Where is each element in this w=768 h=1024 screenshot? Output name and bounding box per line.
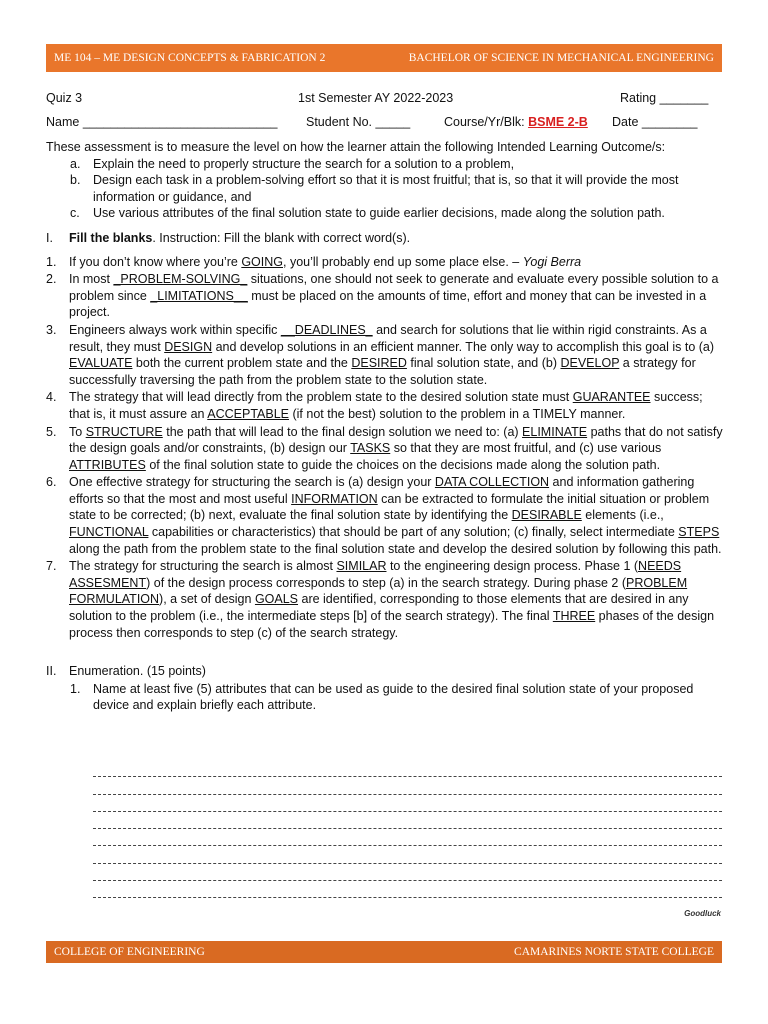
header-band	[46, 44, 722, 72]
answer: __DEADLINES_	[280, 322, 373, 337]
footer-band	[46, 941, 722, 963]
answer: STRUCTURE	[85, 424, 163, 439]
answer-line[interactable]	[93, 881, 722, 898]
rating-field: Rating _______	[620, 91, 709, 105]
answer: STEPS	[678, 525, 720, 540]
question-marker: 1.	[70, 681, 81, 696]
quote-author: Yogi Berra	[522, 254, 582, 269]
name-field: Name ____________________________	[46, 115, 278, 129]
outcome-marker: b.	[70, 173, 81, 188]
program-title: BACHELOR OF SCIENCE IN MECHANICAL ENGINEERING	[408, 52, 714, 64]
answer: _LIMITATIONS__	[150, 288, 248, 303]
answer: THREE	[552, 609, 596, 624]
answer: _PROBLEM-SOLVING_	[113, 272, 248, 287]
question-4: 4. The strategy that will lead directly from the problem state to the desired solution state must GUARANTEE success; that is, it must assure an ACCEPTABLE (if not the best) solution to the problem in a TIMELY manner.	[46, 390, 703, 421]
answer: NEEDS ASSESMENT	[69, 559, 682, 590]
answer: FUNCTIONAL	[69, 525, 149, 540]
question-6: 6. One effective strategy for structuring the search is (a) design your DATA COLLECTION and information gathering efforts so that the most and most useful INFORMATION can be extracted to formulate the initial situation or problem state to be corrected; (b) next, evaluate the final solution state by identifying the DESIRABLE elements (i.e., FUNCTIONAL capabilities or characteristics) that should be part of any solution; (c) finally, select intermediate STEPS along the path from the problem state to the final solution state and develop the desired solution by following this path.	[46, 475, 722, 556]
answer: INFORMATION	[291, 491, 378, 506]
answer-line[interactable]	[93, 760, 722, 777]
answer: DESIGN	[164, 339, 213, 354]
outcome-marker: c.	[70, 206, 80, 221]
outcome-item	[46, 172, 724, 205]
answer-line[interactable]	[93, 864, 722, 881]
answer: ACCEPTABLE	[207, 406, 290, 421]
answer-line[interactable]	[93, 777, 722, 794]
answer: DEVELOP	[560, 356, 620, 371]
date-field: Date ________	[612, 115, 698, 129]
answer: GOING	[241, 254, 283, 269]
answer: GUARANTEE	[572, 390, 651, 405]
question-7: 7. The strategy for structuring the search is almost SIMILAR to the engineering design process. Phase 1 (NEEDS ASSESMENT) of the design process corresponds to step (a) in the search strategy. During phase 2 (PROBLEM FORMULATION), a set of design GOALS are identified, corresponding to those elements that are desired in any solution to the problem (i.e., the intermediate steps [b] of the search strategy). The final THREE phases of the design process then corresponds to step (c) of the search strategy.	[46, 559, 715, 640]
answer-line[interactable]	[93, 829, 722, 846]
answer: GOALS	[254, 592, 299, 607]
answer: ELIMINATE	[522, 424, 588, 439]
outcome-text: Design each task in a problem-solving effort so that it is most fruitful; that is, so that it will provide the most information or guidance, and	[93, 173, 679, 204]
question-5: 5. To STRUCTURE the path that will lead to the final design solution we need to: (a) ELIMINATE paths that do not satisfy the design goals and/or constraints, (b) design our TASKS so that they are most fruitful, and (c) use various ATTRIBUTES of the final solution state to guide the choices on the decisions made along the solution path.	[46, 424, 723, 472]
enumeration-question	[46, 681, 724, 714]
question-text: Name at least five (5) attributes that can be used as guide to the desired final solution state of your proposed device and explain briefly each attribute.	[93, 681, 694, 713]
answer-line[interactable]	[93, 846, 722, 863]
answer: ATTRIBUTES	[69, 457, 146, 472]
semester-label: 1st Semester AY 2022-2023	[298, 91, 454, 105]
institution-name: CAMARINES NORTE STATE COLLEGE	[514, 946, 714, 958]
answer: SIMILAR	[336, 559, 387, 574]
answer-lines	[93, 760, 722, 898]
quiz-content	[46, 139, 724, 714]
question-1: 1. If you don’t know where you’re GOING, you’ll probably end up some place else. – Yogi Berra	[46, 254, 582, 269]
answer: EVALUATE	[69, 356, 133, 371]
outcome-text: Explain the need to properly structure the search for a solution to a problem,	[93, 156, 515, 171]
section-title: Fill the blanks	[69, 230, 153, 245]
outcome-item	[46, 156, 724, 173]
question-2: 2. In most _PROBLEM-SOLVING_ situations, one should not seek to generate and evaluate every possible solution to a problem since _LIMITATIONS__ must be placed on the amounts of time, effort and money that can be invested in a project.	[46, 272, 719, 320]
goodluck-note: Goodluck	[684, 909, 721, 918]
answer: PROBLEM FORMULATION	[69, 575, 688, 607]
course-field	[444, 115, 588, 129]
answer-line[interactable]	[93, 795, 722, 812]
learning-outcomes	[46, 156, 724, 222]
answer: DATA COLLECTION	[434, 475, 550, 490]
college-name: COLLEGE OF ENGINEERING	[54, 946, 205, 958]
outcome-marker: a.	[70, 156, 81, 171]
section-marker: II.	[46, 664, 57, 679]
answer: TASKS	[350, 441, 391, 456]
outcome-text: Use various attributes of the final solution state to guide earlier decisions, made along the solution path.	[93, 206, 665, 221]
outcome-item	[46, 205, 724, 222]
section-title: Enumeration. (15 points)	[69, 664, 206, 679]
section-marker: I.	[46, 230, 53, 245]
course-title: ME 104 – ME DESIGN CONCEPTS & FABRICATION 2	[54, 52, 326, 64]
student-no-field: Student No. _____	[306, 115, 411, 129]
section-2-heading	[46, 663, 724, 680]
section-1-heading	[46, 230, 724, 247]
section-instruction: . Instruction: Fill the blank with correct word(s).	[152, 230, 411, 245]
answer: DESIRABLE	[511, 508, 582, 523]
intro-text: These assessment is to measure the level on how the learner attain the following Intended Learning Outcome/s:	[46, 140, 666, 154]
course-value: BSME 2-B	[528, 115, 588, 129]
quiz-label: Quiz 3	[46, 91, 83, 105]
answer: DESIRED	[351, 356, 407, 371]
course-label: Course/Yr/Blk:	[444, 115, 525, 129]
answer-line[interactable]	[93, 812, 722, 829]
fill-blanks-list	[46, 254, 724, 642]
question-3: 3. Engineers always work within specific __DEADLINES_ and search for solutions that lie within rigid constraints. As a result, they must DESIGN and develop solutions in an efficient manner. The only way to accomplish this goal is to (a) EVALUATE both the current problem state and the DESIRED final solution state, and (b) DEVELOP a strategy for successfully traversing the path from the problem state to the solution state.	[46, 322, 715, 387]
